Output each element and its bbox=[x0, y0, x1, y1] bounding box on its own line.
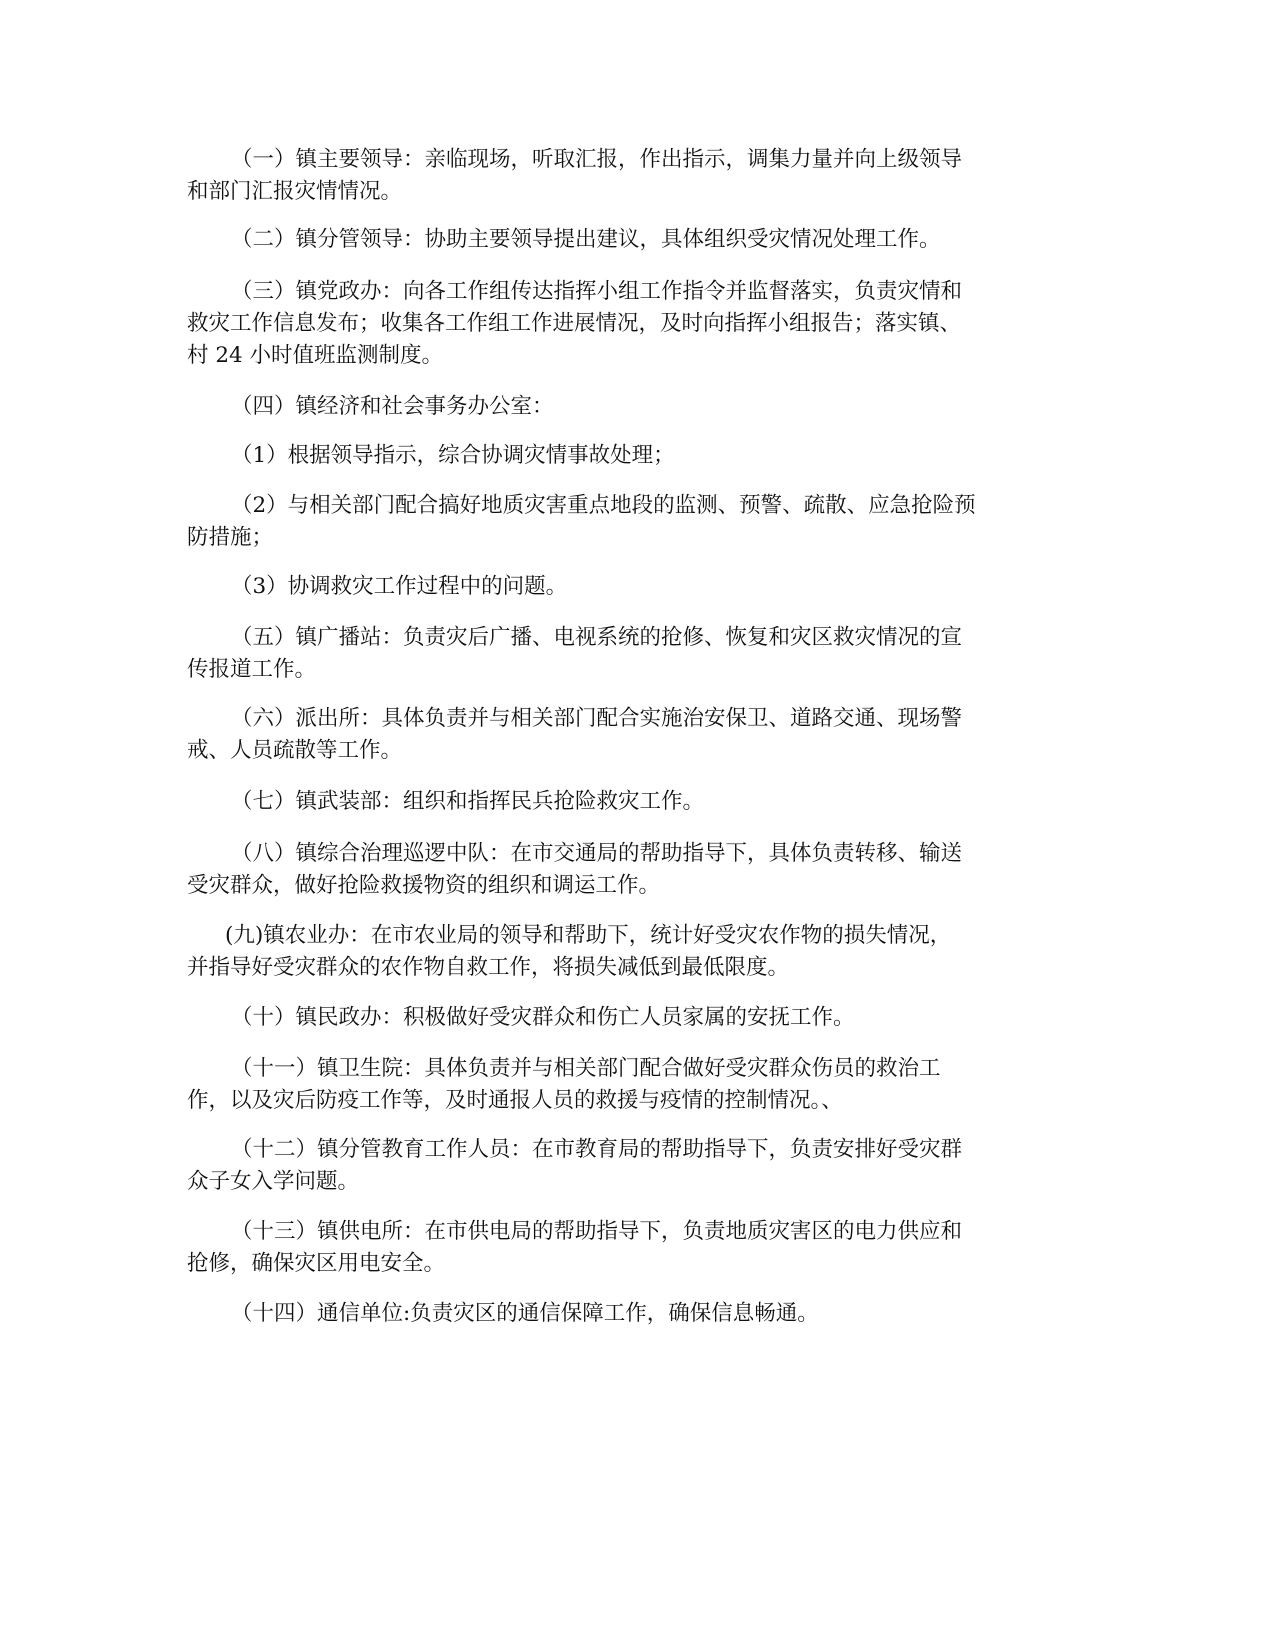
paragraph-line: 众子女入学问题。 bbox=[187, 1169, 360, 1194]
paragraph-line: (九)镇农业办：在市农业局的领导和帮助下，统计好受灾农作物的损失情况， bbox=[225, 923, 952, 948]
paragraph-line: （四）镇经济和社会事务办公室： bbox=[231, 394, 554, 419]
paragraph-line: 戒、人员疏散等工作。 bbox=[187, 738, 403, 763]
paragraph-line: （1）根据领导指示，综合协调灾情事故处理； bbox=[231, 443, 675, 468]
paragraph-15 bbox=[187, 1134, 1082, 1198]
paragraph-line: 并指导好受灾群众的农作物自救工作，将损失减低到最低限度。 bbox=[187, 955, 790, 980]
paragraph-6 bbox=[187, 490, 1082, 554]
paragraph-line: 村 24 小时值班监测制度。 bbox=[187, 343, 444, 368]
paragraph-line: 救灾工作信息发布；收集各工作组工作进展情况，及时向指挥小组报告；落实镇、 bbox=[187, 311, 962, 336]
paragraph-line: （五）镇广播站：负责灾后广播、电视系统的抢修、恢复和灾区救灾情况的宣 bbox=[231, 625, 963, 650]
paragraph-line: （二）镇分管领导：协助主要领导提出建议，具体组织受灾情况处理工作。 bbox=[231, 227, 941, 252]
paragraph-line: 抢修，确保灾区用电安全。 bbox=[187, 1251, 446, 1276]
paragraph-10 bbox=[187, 786, 1082, 818]
paragraph-line: （三）镇党政办：向各工作组传达指挥小组工作指令并监督落实，负责灾情和 bbox=[231, 279, 963, 304]
paragraph-4 bbox=[187, 391, 1082, 423]
paragraph-2 bbox=[187, 224, 1082, 256]
paragraph-16 bbox=[187, 1216, 1082, 1280]
paragraph-line: （十二）镇分管教育工作人员：在市教育局的帮助指导下，负责安排好受灾群 bbox=[231, 1137, 963, 1162]
paragraph-line: 防措施； bbox=[187, 525, 274, 550]
paragraph-5 bbox=[187, 440, 1082, 472]
paragraph-3 bbox=[187, 276, 1082, 372]
paragraph-line: 传报道工作。 bbox=[187, 657, 317, 682]
paragraph-8 bbox=[187, 622, 1082, 686]
paragraph-line: 和部门汇报灾情情况。 bbox=[187, 179, 403, 204]
paragraph-9 bbox=[187, 703, 1082, 767]
paragraph-17 bbox=[187, 1298, 1082, 1330]
paragraph-7 bbox=[187, 571, 1082, 603]
paragraph-line: （十一）镇卫生院：具体负责并与相关部门配合做好受灾群众伤员的救治工 bbox=[231, 1056, 941, 1081]
paragraph-line: （2）与相关部门配合搞好地质灾害重点地段的监测、预警、疏散、应急抢险预 bbox=[231, 493, 976, 518]
paragraph-line: （一）镇主要领导：亲临现场，听取汇报，作出指示，调集力量并向上级领导 bbox=[231, 147, 963, 172]
paragraph-line: 受灾群众，做好抢险救援物资的组织和调运工作。 bbox=[187, 873, 661, 898]
paragraph-13 bbox=[187, 1002, 1082, 1034]
paragraph-line: （六）派出所：具体负责并与相关部门配合实施治安保卫、道路交通、现场警 bbox=[231, 706, 963, 731]
paragraph-line: （十四）通信单位:负责灾区的通信保障工作，确保信息畅通。 bbox=[231, 1301, 819, 1326]
paragraph-line: （十三）镇供电所：在市供电局的帮助指导下，负责地质灾害区的电力供应和 bbox=[231, 1219, 963, 1244]
paragraph-1 bbox=[187, 144, 1082, 208]
paragraph-12 bbox=[187, 920, 1082, 984]
paragraph-line: （3）协调救灾工作过程中的问题。 bbox=[231, 574, 568, 599]
paragraph-line: 作，以及灾后防疫工作等，及时通报人员的救援与疫情的控制情况。、 bbox=[187, 1088, 843, 1113]
paragraph-11 bbox=[187, 838, 1082, 902]
paragraph-line: （八）镇综合治理巡逻中队：在市交通局的帮助指导下，具体负责转移、输送 bbox=[231, 841, 963, 866]
paragraph-line: （七）镇武装部：组织和指挥民兵抢险救灾工作。 bbox=[231, 789, 705, 814]
paragraph-14 bbox=[187, 1053, 1082, 1117]
paragraph-line: （十）镇民政办：积极做好受灾群众和伤亡人员家属的安抚工作。 bbox=[231, 1005, 855, 1030]
